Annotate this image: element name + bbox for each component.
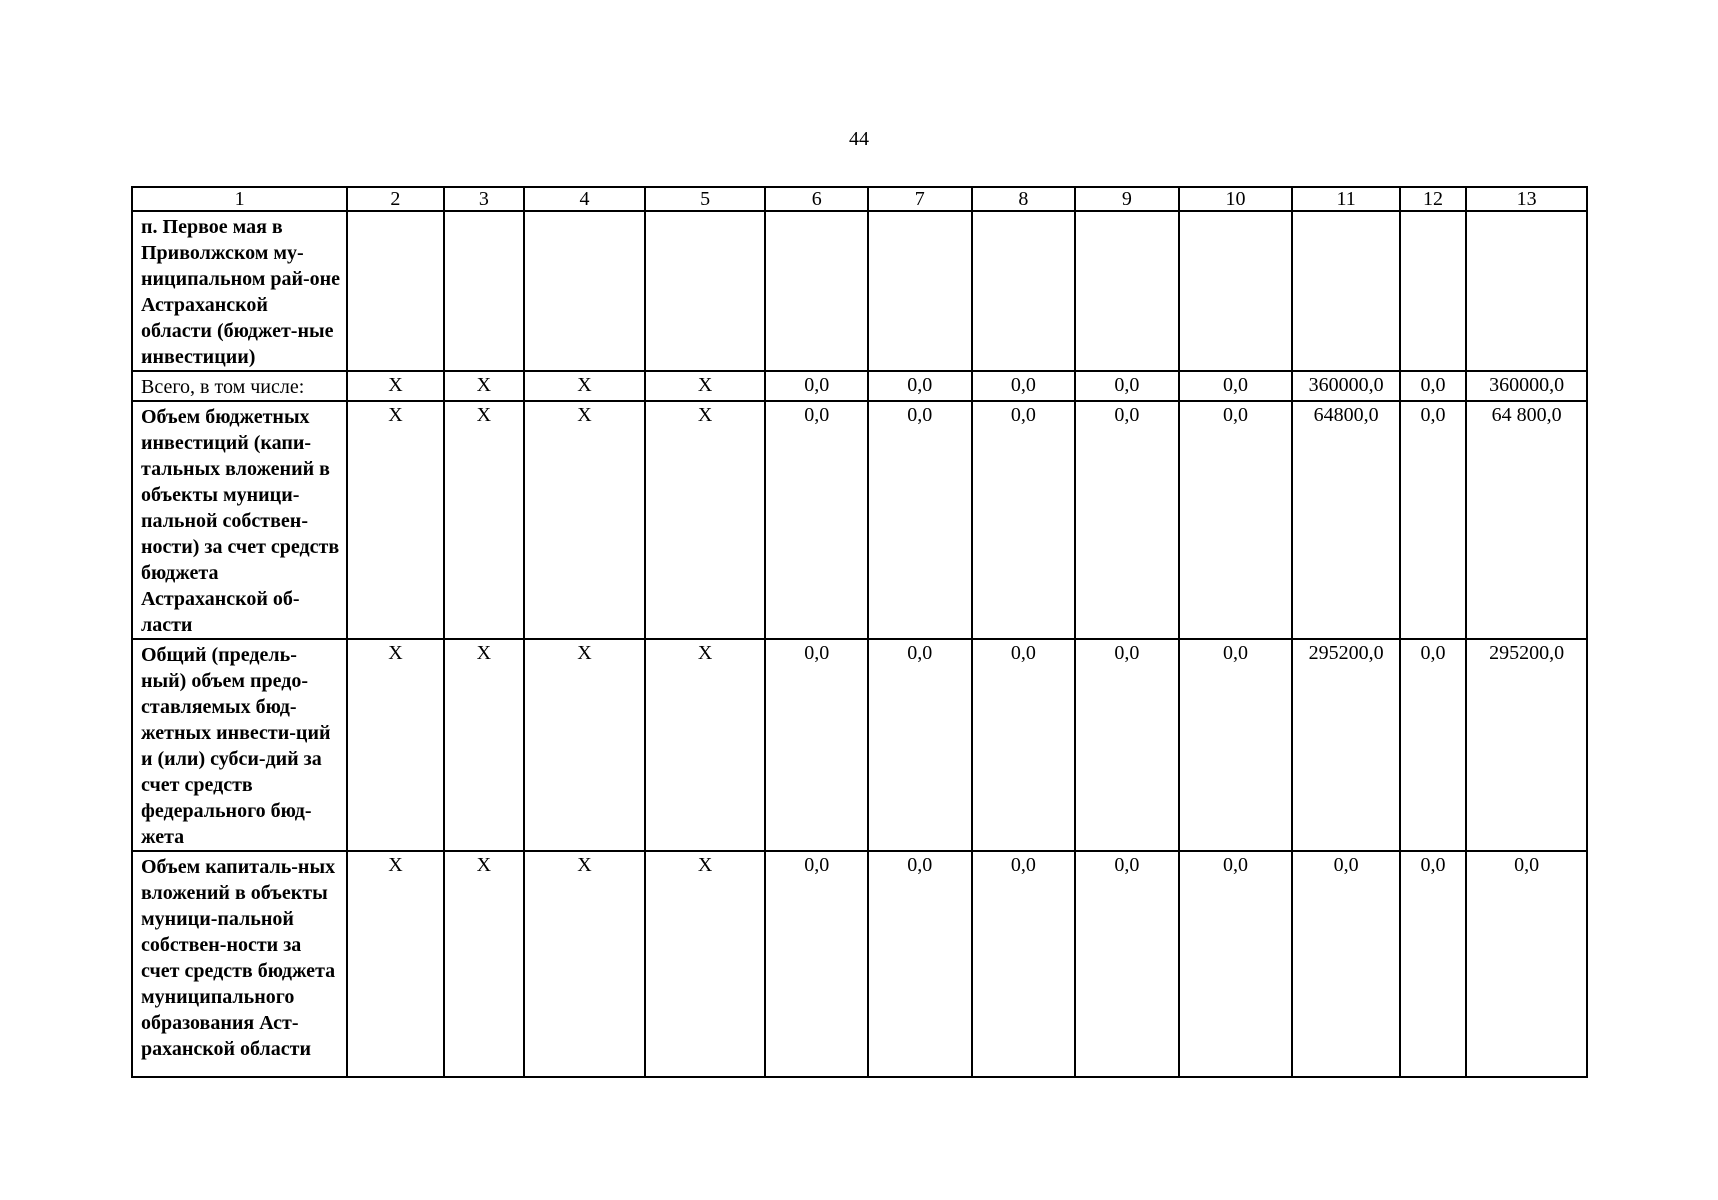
cell-col-12: 0,0 — [1400, 851, 1466, 1077]
cell-col-13: 295200,0 — [1466, 639, 1587, 851]
cell-col-12: 0,0 — [1400, 639, 1466, 851]
cell-col-3: X — [444, 401, 524, 639]
cell-col-4: X — [524, 639, 645, 851]
cell-col-3 — [444, 211, 524, 371]
cell-col-9: 0,0 — [1075, 639, 1179, 851]
table-row — [132, 639, 1587, 851]
cell-col-7: 0,0 — [868, 639, 972, 851]
cell-col-10: 0,0 — [1179, 401, 1293, 639]
cell-col-2: X — [347, 401, 444, 639]
table-row — [132, 211, 1587, 371]
cell-col-5: X — [645, 401, 766, 639]
table-row — [132, 401, 1587, 639]
cell-col-9: 0,0 — [1075, 851, 1179, 1077]
cell-col-3: X — [444, 639, 524, 851]
cell-col-6: 0,0 — [765, 401, 868, 639]
table-header-row — [132, 187, 1587, 211]
cell-col-11: 295200,0 — [1292, 639, 1400, 851]
cell-col-2 — [347, 211, 444, 371]
cell-col-12: 0,0 — [1400, 371, 1466, 401]
cell-col-13: 360000,0 — [1466, 371, 1587, 401]
cell-col-5: X — [645, 371, 766, 401]
column-number-10: 10 — [1179, 187, 1293, 211]
cell-col-10: 0,0 — [1179, 639, 1293, 851]
column-number-6: 6 — [765, 187, 868, 211]
row-label: Объем бюджетных инвестиций (капи-тальных вложений в объекты муници-пальной собствен-ности) за счет средств бюджета Астраханской об-ласти — [132, 401, 347, 639]
column-number-2: 2 — [347, 187, 444, 211]
cell-col-8 — [972, 211, 1076, 371]
cell-col-3: X — [444, 371, 524, 401]
cell-col-11: 360000,0 — [1292, 371, 1400, 401]
cell-col-6: 0,0 — [765, 851, 868, 1077]
column-number-5: 5 — [645, 187, 766, 211]
cell-col-6: 0,0 — [765, 371, 868, 401]
budget-table — [131, 186, 1588, 1078]
column-number-11: 11 — [1292, 187, 1400, 211]
column-number-9: 9 — [1075, 187, 1179, 211]
cell-col-8: 0,0 — [972, 371, 1076, 401]
table-row — [132, 851, 1587, 1077]
cell-col-8: 0,0 — [972, 401, 1076, 639]
cell-col-7: 0,0 — [868, 401, 972, 639]
cell-col-7 — [868, 211, 972, 371]
cell-col-9: 0,0 — [1075, 401, 1179, 639]
cell-col-4 — [524, 211, 645, 371]
cell-col-10: 0,0 — [1179, 851, 1293, 1077]
page-number: 44 — [849, 128, 869, 150]
column-number-1: 1 — [132, 187, 347, 211]
cell-col-11 — [1292, 211, 1400, 371]
column-number-8: 8 — [972, 187, 1076, 211]
cell-col-8: 0,0 — [972, 639, 1076, 851]
cell-col-5 — [645, 211, 766, 371]
cell-col-6 — [765, 211, 868, 371]
row-label: Объем капиталь-ных вложений в объекты муници-пальной собствен-ности за счет средств бюджета муниципального образования Аст-раханской области — [132, 851, 347, 1077]
cell-col-5: X — [645, 639, 766, 851]
cell-col-9 — [1075, 211, 1179, 371]
cell-col-7: 0,0 — [868, 371, 972, 401]
cell-col-2: X — [347, 639, 444, 851]
cell-col-11: 64800,0 — [1292, 401, 1400, 639]
cell-col-2: X — [347, 851, 444, 1077]
cell-col-4: X — [524, 851, 645, 1077]
cell-col-2: X — [347, 371, 444, 401]
row-label: п. Первое мая в Приволжском му-ниципальном рай-оне Астраханской области (бюджет-ные инвестиции) — [132, 211, 347, 371]
column-number-4: 4 — [524, 187, 645, 211]
cell-col-6: 0,0 — [765, 639, 868, 851]
column-number-13: 13 — [1466, 187, 1587, 211]
cell-col-13: 64 800,0 — [1466, 401, 1587, 639]
cell-col-10 — [1179, 211, 1293, 371]
cell-col-12: 0,0 — [1400, 401, 1466, 639]
column-number-12: 12 — [1400, 187, 1466, 211]
cell-col-10: 0,0 — [1179, 371, 1293, 401]
cell-col-7: 0,0 — [868, 851, 972, 1077]
cell-col-3: X — [444, 851, 524, 1077]
cell-col-13: 0,0 — [1466, 851, 1587, 1077]
cell-col-12 — [1400, 211, 1466, 371]
row-label: Общий (предель-ный) объем предо-ставляемых бюд-жетных инвести-ций и (или) субси-дий за счет средств федерального бюд-жета — [132, 639, 347, 851]
cell-col-11: 0,0 — [1292, 851, 1400, 1077]
column-number-7: 7 — [868, 187, 972, 211]
cell-col-4: X — [524, 371, 645, 401]
cell-col-9: 0,0 — [1075, 371, 1179, 401]
column-number-3: 3 — [444, 187, 524, 211]
cell-col-8: 0,0 — [972, 851, 1076, 1077]
cell-col-13 — [1466, 211, 1587, 371]
cell-col-5: X — [645, 851, 766, 1077]
row-label: Всего, в том числе: — [132, 371, 347, 401]
table-row — [132, 371, 1587, 401]
cell-col-4: X — [524, 401, 645, 639]
